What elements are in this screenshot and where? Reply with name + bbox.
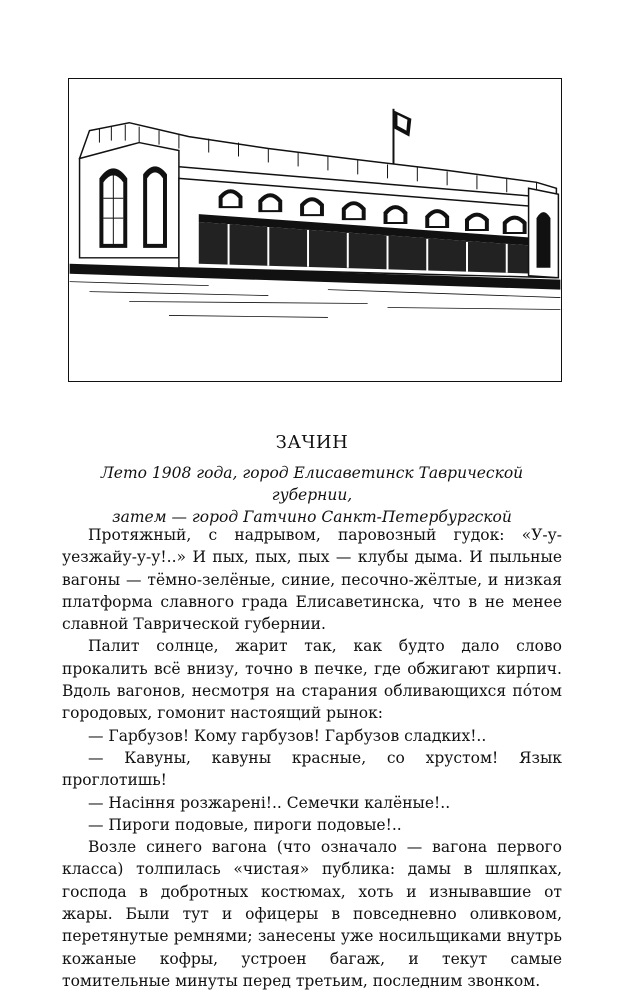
chapter-title: ЗАЧИН xyxy=(275,432,349,453)
subtitle-line-1: Лето 1908 года, город Елисаветинск Таврической губернии, xyxy=(100,464,524,504)
subtitle-line-2: затем — город Гатчино Санкт-Петербургской xyxy=(112,508,512,526)
chapter-subtitle xyxy=(62,462,562,528)
chapter-body xyxy=(62,524,562,992)
paragraph: Палит солнце, жарит так, как будто дало слово прокалить всё внизу, точно в печке, где обжигают кирпич. Вдоль вагонов, несмотря на старания обливающихся по́том городовых, гомонит настоящий рынок: xyxy=(62,637,562,723)
dialogue-line: — Насіння розжарені!.. Семечки калёные!.. xyxy=(88,793,451,812)
paragraph: Возле синего вагона (что означало — вагона первого класса) толпилась «чистая» публика: дамы в шляпках, господа в добротных костюмах, хоть и изнывавшие от жары. Были тут и офицеры в повседневно оливковом, перетянутые ремнями; занесены уже носильщиками внутрь кожаные кофры, устроен багаж, и текут самые томительные минуты перед третьим, последним звонком. xyxy=(62,838,562,990)
paragraph: Протяжный, с надрывом, паровозный гудок: «У-у-уезжайу-у-у!..» И пых, пых, пых — клубы дыма. И пыльные вагоны — тёмно-зелёные, синие, песочно-жёлтые, и низкая платформа славного града Елисаветинска, что в не менее славной Таврической губернии. xyxy=(62,526,562,634)
station-illustration xyxy=(68,78,562,382)
dialogue-line: — Гарбузов! Кому гарбузов! Гарбузов сладких!.. xyxy=(88,726,487,745)
dialogue-line: — Кавуны, кавуны красные, со хрустом! Язык проглотишь! xyxy=(62,748,562,790)
railway-station-engraving xyxy=(69,79,561,381)
dialogue-line: — Пироги подовые, пироги подовые!.. xyxy=(88,815,402,834)
